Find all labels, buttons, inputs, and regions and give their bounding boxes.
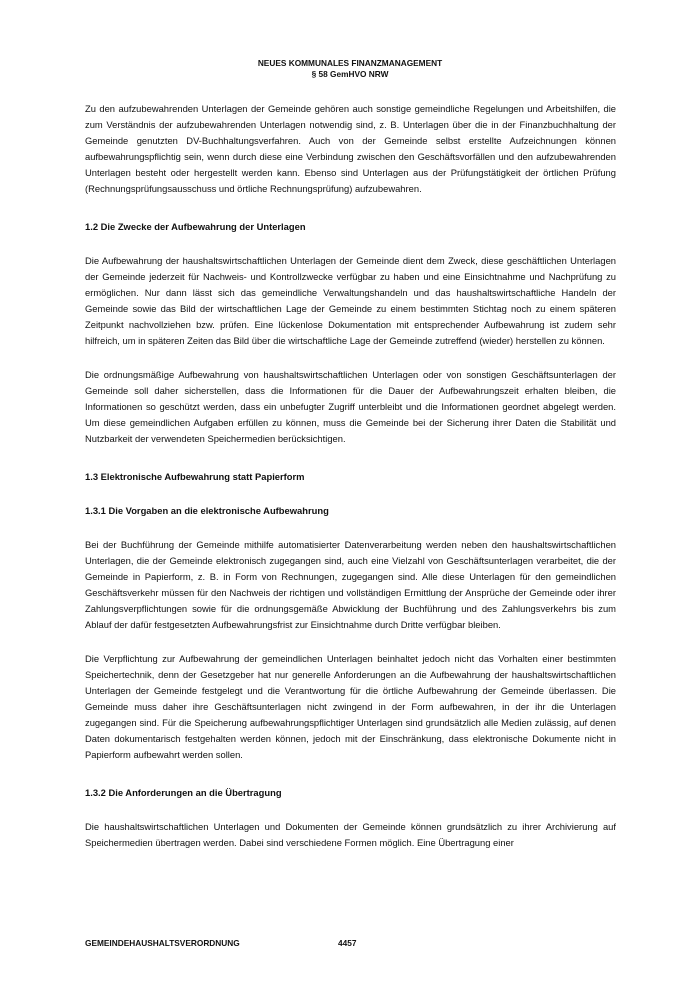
paragraph-storage-obligation: Die Verpflichtung zur Aufbewahrung der gemeindlichen Unterlagen beinhaltet jedoch nicht das Vorhalten einer bestimmten Speichertechnik, denn der Gesetzgeber hat nur generelle Anforderungen an die Aufbewahrung der haushaltswirtschaftlichen Unterlagen der Gemeinde festgelegt und die Verantwortung für die örtliche Aufbewahrung der Gemeinde überlassen. Die Gemeinde muss daher ihre Geschäftsunterlagen nicht zwingend in der Form aufbewahren, in der ihr die Unterlagen zugegangen sind. Für die Speicherung aufbewahrungspflichtiger Unterlagen sind grundsätzlich alle Medien zulässig, auf denen Daten dokumentarisch festgehalten werden können, jedoch mit der Einschränkung, dass elektronische Dokumente nicht in Papierform aufbewahrt werden sollen. — [85, 653, 616, 760]
paragraph-transfer: Die haushaltswirtschaftlichen Unterlagen und Dokumenten der Gemeinde können grundsätzlich zu ihrer Archivierung auf Speichermedien übertragen werden. Dabei sind verschiedene Formen möglich. Eine Übertragung einer — [85, 821, 616, 848]
heading-1-3-2: 1.3.2 Die Anforderungen an die Übertragung — [85, 787, 282, 798]
header-subtitle: § 58 GemHVO NRW — [311, 69, 389, 79]
page-header — [0, 58, 700, 80]
heading-1-3: 1.3 Elektronische Aufbewahrung statt Papierform — [85, 471, 305, 482]
paragraph-orderly-storage: Die ordnungsmäßige Aufbewahrung von haushaltswirtschaftlichen Unterlagen oder von sonstigen Geschäftsunterlagen der Gemeinde soll daher sicherstellen, dass die Informationen für die Dauer der Aufbewahrungszeit erhalten bleiben, die Informationen so geschützt werden, dass ein unbefugter Zugriff unterbleibt und die Informationen geordnet abgelegt werden. Um diese gemeindlichen Aufgaben erfüllen zu können, muss die Gemeinde bei der Sicherung ihrer Daten die Stabilität und Nutzbarkeit der verwendeten Speichermedien berücksichtigen. — [85, 369, 616, 444]
heading-1-3-1: 1.3.1 Die Vorgaben an die elektronische Aufbewahrung — [85, 505, 329, 516]
page-number: 4457 — [338, 938, 357, 948]
paragraph-intro: Zu den aufzubewahrenden Unterlagen der Gemeinde gehören auch sonstige gemeindliche Regelungen und Arbeitshilfen, die zum Verständnis der aufzubewahrenden Unterlagen notwendig sind, z. B. Unterlagen über die in der Finanzbuchhaltung der Gemeinde genutzten DV-Buchhaltungsverfahren. Auch von der Gemeinde selbst erstellte Aufzeichnungen können aufbewahrungspflichtig sein, wenn durch diese eine Verbindung zwischen den Geschäftsvorfällen und den aufzubewahrenden Unterlagen besteht oder hergestellt werden kann. Ebenso sind Unterlagen aus der Prüfungstätigkeit der örtlichen Prüfung (Rechnungsprüfungsausschuss und örtliche Rechnungsprüfung) aufzubewahren. — [85, 103, 616, 194]
footer-title: GEMEINDEHAUSHALTSVERORDNUNG — [85, 938, 240, 948]
document-body — [85, 101, 616, 869]
header-title: NEUES KOMMUNALES FINANZMANAGEMENT — [257, 58, 443, 68]
heading-1-2: 1.2 Die Zwecke der Aufbewahrung der Unterlagen — [85, 221, 306, 232]
paragraph-purpose: Die Aufbewahrung der haushaltswirtschaftlichen Unterlagen der Gemeinde dient dem Zweck, diese geschäftlichen Unterlagen der Gemeinde jederzeit für Nachweis- und Kontrollzwecke verfügbar zu haben und eine Einsichtnahme und Nachprüfung zu ermöglichen. Nur dann lässt sich das gemeindliche Verwaltungshandeln und das haushaltswirtschaftliche Handeln der Gemeinde sowie das Bild der wirtschaftlichen Lage der Gemeinde zu einem bestimmten Stichtag noch zu einem späteren Zeitpunkt nachvollziehen bzw. prüfen. Eine lückenlose Dokumentation mit entsprechender Aufbewahrung ist zudem sehr hilfreich, um in späteren Zeiten das Bild über die wirtschaftliche Lage der Gemeinde zutreffend (wieder) herstellen zu können. — [85, 255, 616, 346]
paragraph-electronic-requirements: Bei der Buchführung der Gemeinde mithilfe automatisierter Datenverarbeitung werden neben den haushaltswirtschaftlichen Unterlagen, die der Gemeinde elektronisch zugegangen sind, auch eine Vielzahl von Geschäftsunterlagen verarbeitet, die der Gemeinde in Papierform, z. B. in Form von Rechnungen, zugegangen sind. Alle diese Unterlagen für den gemeindlichen Geschäftsverkehr müssen für den Nachweis der richtigen und vollständigen Ermittlung der Ansprüche der Gemeinde oder ihrer Zahlungsverpflichtungen sowie für die ordnungsgemäße Abwicklung der Buchführung und des Zahlungsverkehrs bis zum Ablauf der dafür festgesetzten Aufbewahrungsfrist zur Einsichtnahme durch Dritte verfügbar bleiben. — [85, 539, 616, 630]
